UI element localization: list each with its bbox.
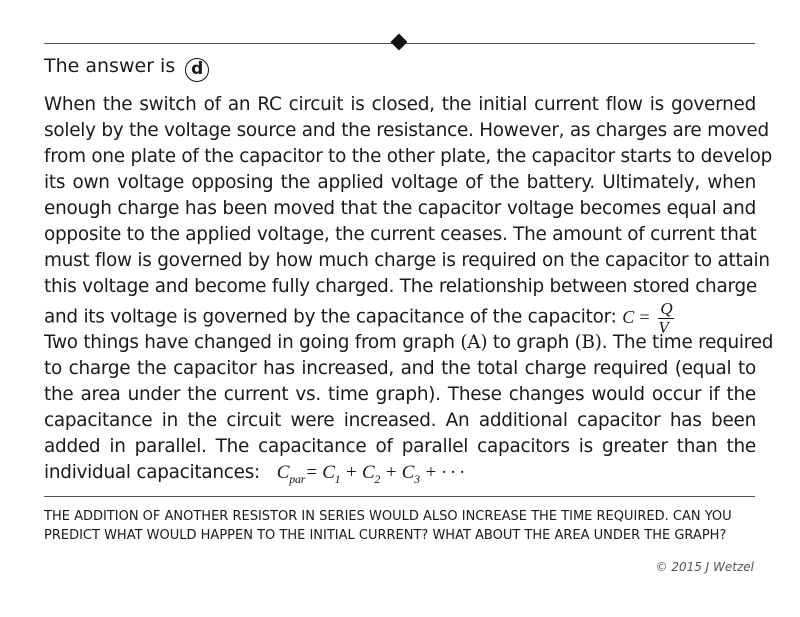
diamond-ornament-icon — [391, 34, 408, 51]
formula-denominator: V — [658, 318, 669, 337]
explanation-paragraph-1 — [44, 92, 773, 337]
formula-subscript-2: 2 — [374, 471, 381, 486]
answer-letter-badge: d — [185, 58, 209, 82]
formula-lhs: C = — [622, 306, 651, 327]
paragraph-line: must flow is governed by how much charge is required on the capacitor to attain — [44, 250, 770, 271]
formula-c1: = C — [305, 462, 335, 483]
paragraph-line: its own voltage opposing the applied voltage of the battery. Ultimately, when — [44, 172, 756, 193]
paragraph-line: the area under the current vs. time graph). These changes would occur if the — [44, 384, 756, 405]
paragraph-line: enough charge has been moved that the capacitor voltage becomes equal and — [44, 198, 756, 219]
paragraph-line: from one plate of the capacitor to the other plate, the capacitor starts to develop — [44, 146, 773, 167]
paragraph-first-line — [44, 330, 774, 356]
paragraph-last-line — [44, 460, 756, 492]
formula-c: C — [276, 462, 290, 483]
formula-subscript-1: 1 — [334, 471, 341, 486]
paragraph-line: opposite to the applied voltage, the current ceases. The amount of current that — [44, 224, 757, 245]
note-line-1: THE ADDITION OF ANOTHER RESISTOR IN SERIES WOULD ALSO INCREASE THE TIME REQUIRED. CAN YOU — [44, 509, 732, 524]
graph-b-label: (B) — [574, 332, 602, 353]
formula-subscript-par: par — [289, 471, 306, 486]
paragraph-line-text: and its voltage is governed by the capacitance of the capacitor: — [44, 306, 617, 328]
formula-c3: + C — [380, 462, 415, 483]
paragraph-line: When the switch of an RC circuit is closed, the initial current flow is governed — [44, 94, 756, 115]
parallel-capacitance-formula — [276, 462, 464, 486]
graph-a-label: (A) — [460, 332, 488, 353]
answer-line — [44, 54, 209, 82]
paragraph-line: added in parallel. The capacitance of parallel capacitors is greater than the — [44, 436, 756, 457]
paragraph-line: solely by the voltage source and the resistance. However, as charges are moved — [44, 120, 769, 141]
explanation-paragraph-2 — [44, 330, 774, 492]
formula-numerator: Q — [660, 299, 673, 318]
paragraph-line-text: Two things have changed in going from graph — [44, 332, 461, 353]
paragraph-line-text: . The time required — [601, 332, 774, 353]
follow-up-note — [44, 507, 756, 545]
answer-prefix: The answer is — [44, 55, 176, 77]
paragraph-line-text: to graph — [487, 332, 575, 353]
paragraph-line: this voltage and become fully charged. The relationship between stored charge — [44, 276, 757, 297]
formula-subscript-3: 3 — [414, 471, 420, 486]
paragraph-line: to charge the capacitor has increased, and the total charge required (equal to — [44, 358, 756, 379]
note-line-2: PREDICT WHAT WOULD HAPPEN TO THE INITIAL CURRENT? WHAT ABOUT THE AREA UNDER THE GRAPH? — [44, 528, 727, 543]
capacitance-formula — [622, 299, 674, 337]
bottom-divider — [44, 496, 755, 497]
paragraph-line: capacitance in the circuit were increased. An additional capacitor has been — [44, 410, 756, 431]
formula-tail: + · · · — [419, 462, 464, 483]
paragraph-line-text: individual capacitances: — [44, 462, 260, 483]
formula-c2: + C — [340, 462, 375, 483]
copyright-notice: © 2015 J Wetzel — [655, 560, 754, 574]
